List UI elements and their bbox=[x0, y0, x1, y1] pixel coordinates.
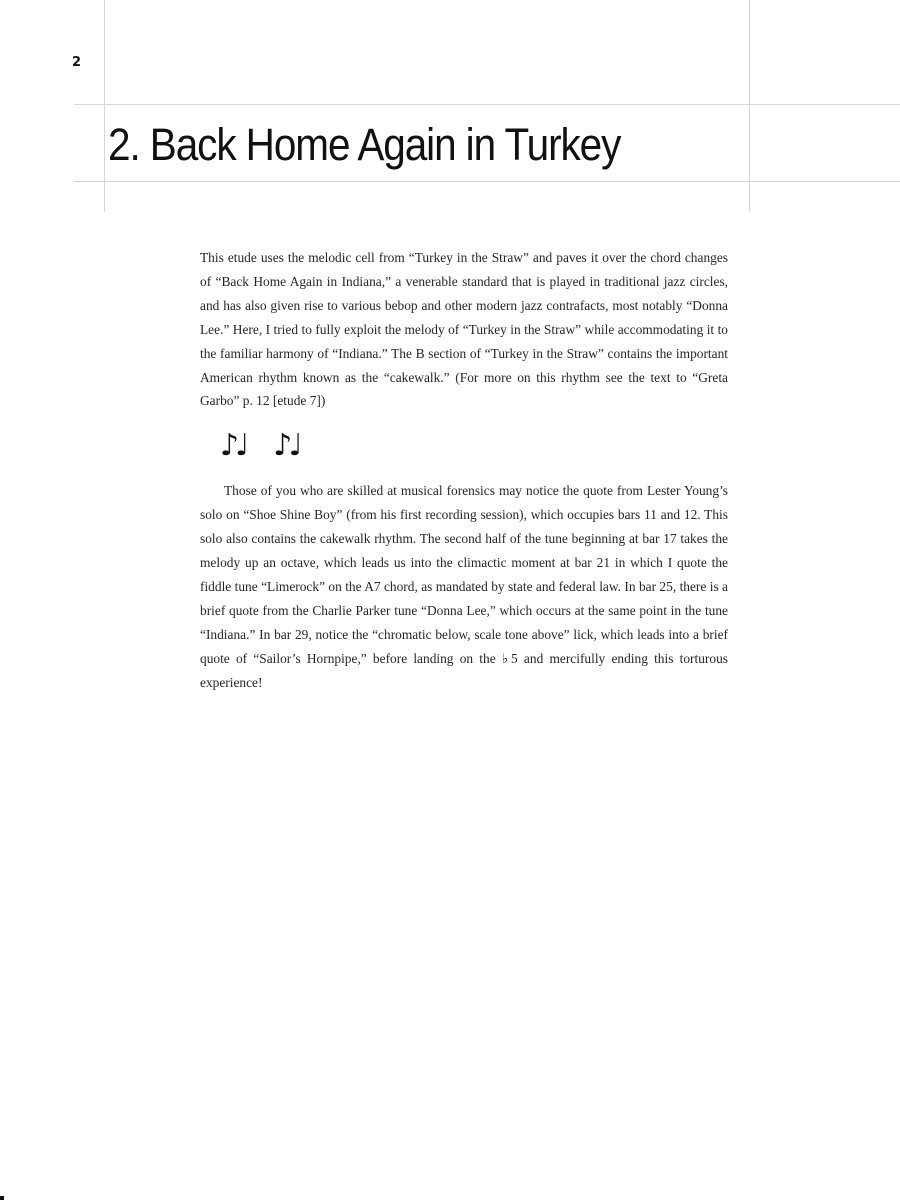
paragraph-intro: This etude uses the melodic cell from “Turkey in the Straw” and paves it over the chord changes of “Back Home Again in Indiana,” a venerable standard that is played in traditional jazz circles, and has also given rise to various bebop and other modern jazz contrafacts, most notably “Donna Lee.” Here, I tried to fully exploit the melody of “Turkey in the Straw” while accommodating it to the familiar harmony of “Indiana.” The B section of “Turkey in the Straw” contains the important American rhythm known as the “cakewalk.” (For more on this rhythm see the text to “Greta Garbo” p. 12 [etude 7]) bbox=[200, 250, 728, 409]
eighth-quarter-notes-icon: ♪♩ bbox=[273, 428, 299, 464]
paragraph-analysis: Those of you who are skilled at musical forensics may notice the quote from Lester Young’s solo on “Shoe Shine Boy” (from his first recording session), which occupies bars 11 and 12. This solo also contains the cakewalk rhythm. The second half of the tune beginning at bar 17 takes the melody up an octave, which leads us into the climactic moment at bar 21 in which I quote the fiddle tune “Limerock” on the A7 chord, as mandated by state and federal law. In bar 25, there is a brief quote from the Charlie Parker tune “Donna Lee,” which occurs at the same point in the tune “Indiana.” In bar 29, notice the “chromatic below, scale tone above” lick, which leads into a brief quote of “Sailor’s Hornpipe,” before landing on the ♭5 and mercifully ending this torturous experience! bbox=[200, 483, 728, 690]
title-guide-top bbox=[74, 104, 900, 105]
corner-mark bbox=[0, 1196, 4, 1200]
body-text bbox=[200, 246, 728, 695]
page-number: 2 bbox=[72, 55, 82, 70]
title-guide-bottom bbox=[74, 181, 900, 182]
eighth-quarter-notes-icon: ♪♩ bbox=[220, 428, 246, 464]
page-title: 2. Back Home Again in Turkey bbox=[108, 119, 621, 170]
cakewalk-rhythm-figure bbox=[200, 413, 728, 479]
